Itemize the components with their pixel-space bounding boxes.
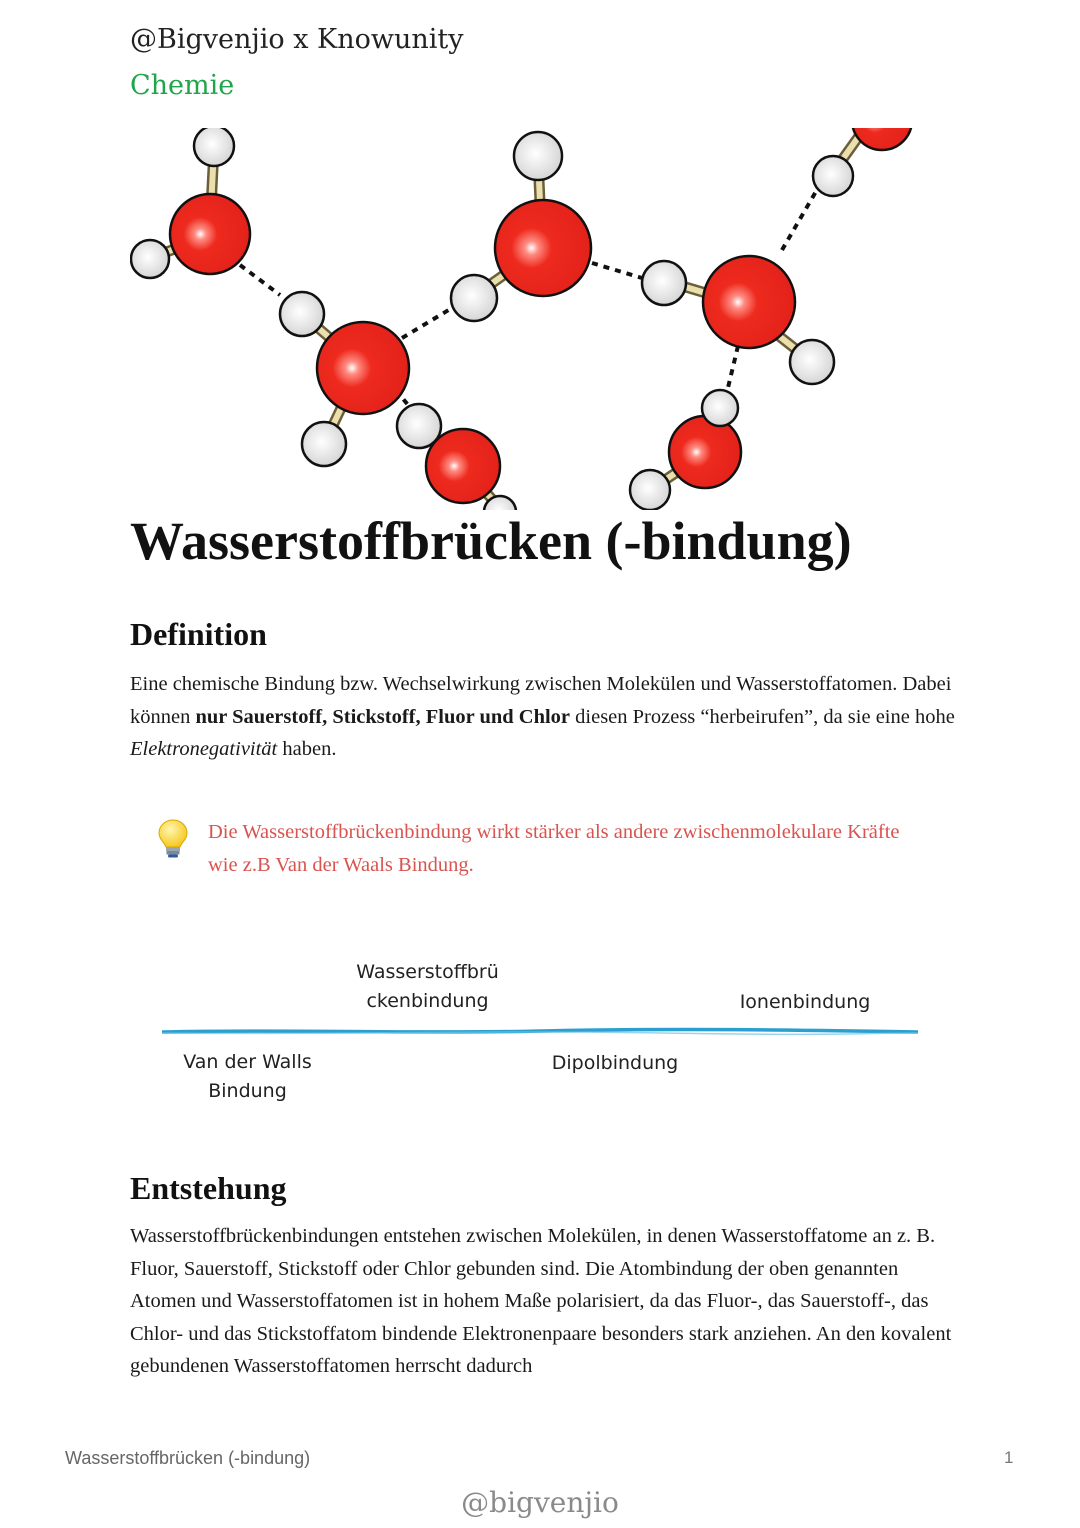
scale-label-van-der-waals [160, 1048, 335, 1106]
oxygen-atom [317, 322, 409, 414]
info-callout [156, 816, 936, 886]
scale-label-hydrogen-bond [345, 958, 510, 1016]
oxygen-atom [703, 256, 795, 348]
hydrogen-atom [131, 240, 169, 278]
hydrogen-atom [280, 292, 324, 336]
scale-label-dipole-bond: Dipolbindung [551, 1052, 679, 1074]
callout-text: Die Wasserstoffbrückenbindung wirkt stärker als andere zwischenmolekulare Kräfte wie z.B Van der Waals Bindung. [208, 821, 900, 876]
entstehung-text: Wasserstoffbrückenbindungen entstehen zwischen Molekülen, in denen Wasserstoffatome an z. B. Fluor, Sauerstoff, Stickstoff oder Chlor gebunden sind. Die Atombindung der oben genannten Atomen und Wasserstoffatomen ist in hohem Maße polarisiert, da das Fluor-, das Sauerstoff-, das Chlor- und das Stickstoffatom bindende Elektronenpaare besonders stark anziehen. An den kovalent gebundenen Wasserstoffatomen herrscht dadurch [130, 1225, 952, 1377]
lightbulb-icon [156, 818, 190, 860]
oxygen-atom [495, 200, 591, 296]
entstehung-heading: Entstehung [130, 1170, 287, 1206]
watermark: @bigvenjio [461, 1486, 619, 1519]
page-number: 1 [1004, 1448, 1014, 1467]
scale-label-line: ckenbindung [366, 990, 489, 1012]
page-title: Wasserstoffbrücken (-bindung) [130, 511, 852, 571]
definition-text-part: Eine chemische Bindung bzw. Wechselwirkung zwischen Molekülen und Wasserstoffatomen. Dabei können [130, 673, 952, 728]
hydrogen-atom [790, 340, 834, 384]
hydrogen-atom [642, 261, 686, 305]
definition-text [130, 668, 960, 766]
definition-bold-elements: nur Sauerstoff, Stickstoff, Fluor und Chlor [195, 705, 571, 728]
scale-label-ionic-bond: Ionenbindung [739, 991, 871, 1013]
hydrogen-atom [813, 156, 853, 196]
footer-title: Wasserstoffbrücken (-bindung) [65, 1448, 311, 1468]
hydrogen-atom [451, 275, 497, 321]
hydrogen-atom [514, 132, 562, 180]
definition-heading: Definition [130, 616, 267, 652]
hydrogen-atom [302, 422, 346, 466]
hydrogen-atom [702, 390, 738, 426]
oxygen-atom [170, 194, 250, 274]
scale-label-line: Wasserstoffbrü [356, 961, 499, 983]
scale-label-line: Bindung [208, 1080, 287, 1102]
definition-italic-term: Elektronegativität [130, 738, 278, 760]
hydrogen-atom [194, 128, 234, 166]
scale-label-line: Van der Walls [183, 1051, 312, 1073]
oxygen-atom [852, 128, 912, 150]
hydrogen-atom [397, 404, 441, 448]
oxygen-atom [669, 416, 741, 488]
bond-strength-scale-line [162, 1024, 918, 1040]
subject-label: Chemie [130, 70, 235, 101]
water-molecule-illustration [130, 128, 920, 513]
definition-text-part: haben. [277, 738, 337, 760]
author-credit: @Bigvenjio x Knowunity [130, 24, 464, 55]
definition-text-part: diesen Prozess “herbeirufen”, da sie eine hohe [570, 705, 955, 728]
hydrogen-atom [630, 470, 670, 510]
